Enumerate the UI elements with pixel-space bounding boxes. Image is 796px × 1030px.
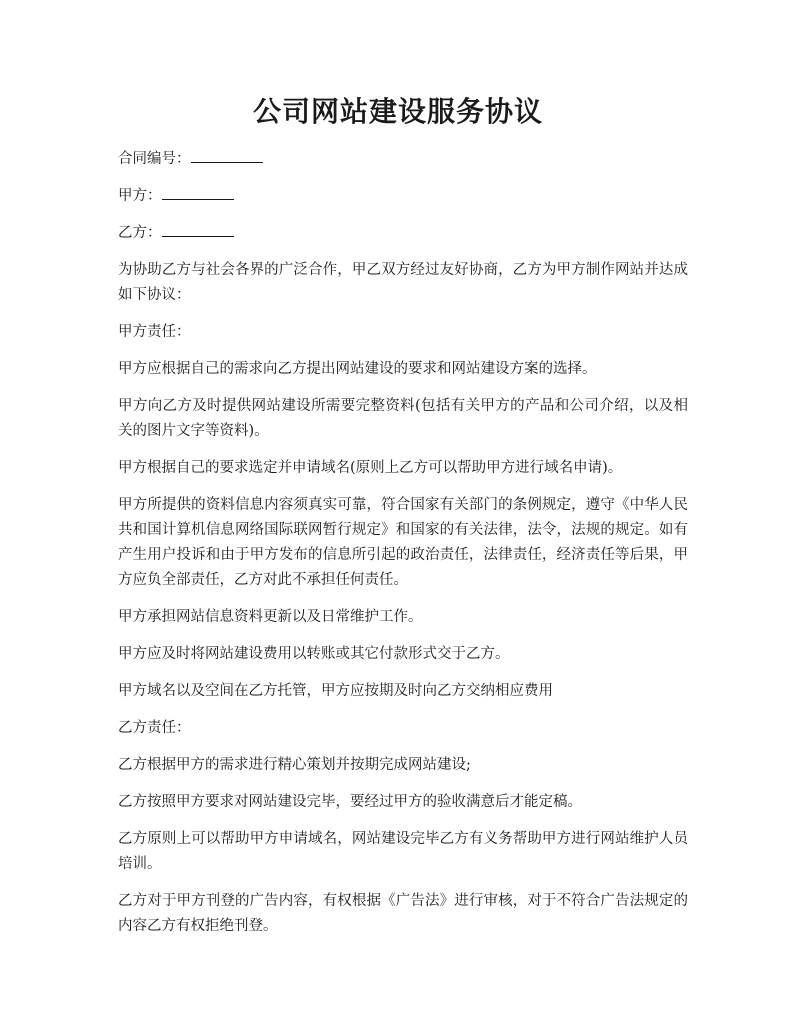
document-body: [118, 147, 688, 951]
party-a-item: 甲方根据自己的要求选定并申请域名(原则上乙方可以帮助甲方进行域名申请)。: [118, 460, 623, 476]
party-b-label: 乙方：: [118, 225, 162, 241]
contract-number-label: 合同编号：: [118, 151, 191, 167]
party-b-item: 乙方按照甲方要求对网站建设完毕，要经过甲方的验收满意后才能定稿。: [118, 794, 582, 810]
party-b-field: [118, 221, 688, 246]
party-a-item: 甲方承担网站信息资料更新以及日常维护工作。: [118, 609, 423, 625]
party-b-item: 乙方对于甲方刊登的广告内容，有权根据《广告法》进行审核，对于不符合广告法规定的内容乙方有权拒绝刊登。: [118, 893, 688, 934]
party-a-item: 甲方向乙方及时提供网站建设所需要完整资料(包括有关甲方的产品和公司介绍，以及相关的图片文字等资料)。: [118, 398, 688, 439]
party-b-item: 乙方原则上可以帮助甲方申请域名，网站建设完毕乙方有义务帮助甲方进行网站维护人员培训。: [118, 831, 688, 872]
party-b-blank: [162, 222, 234, 237]
party-b-item: 乙方根据甲方的需求进行精心策划并按期完成网站建设;: [118, 757, 471, 773]
party-a-item: 甲方域名以及空间在乙方托管，甲方应按期及时向乙方交纳相应费用: [118, 683, 553, 699]
document-title: 公司网站建设服务协议: [252, 95, 543, 128]
contract-number-field: [118, 147, 688, 172]
party-a-field: [118, 184, 688, 209]
party-a-item: 甲方应根据自己的需求向乙方提出网站建设的要求和网站建设方案的选择。: [118, 361, 597, 377]
intro-paragraph: 为协助乙方与社会各界的广泛合作，甲乙双方经过友好协商，乙方为甲方制作网站并达成如下协议：: [118, 262, 688, 303]
party-a-blank: [162, 185, 234, 200]
party-a-label: 甲方：: [118, 188, 162, 204]
party-a-heading: 甲方责任：: [118, 324, 191, 340]
party-b-heading: 乙方责任：: [118, 720, 191, 736]
party-a-item: 甲方所提供的资料信息内容须真实可靠，符合国家有关部门的条例规定，遵守《中华人民共和国计算机信息网络国际联网暂行规定》和国家的有关法律，法令，法规的规定。如有产生用户投诉和由于甲方发布的信息所引起的政治责任，法律责任，经济责任等后果，甲方应负全部责任，乙方对此不承担任何责任。: [118, 497, 688, 588]
contract-number-blank: [191, 148, 263, 163]
party-a-item: 甲方应及时将网站建设费用以转账或其它付款形式交于乙方。: [118, 646, 510, 662]
